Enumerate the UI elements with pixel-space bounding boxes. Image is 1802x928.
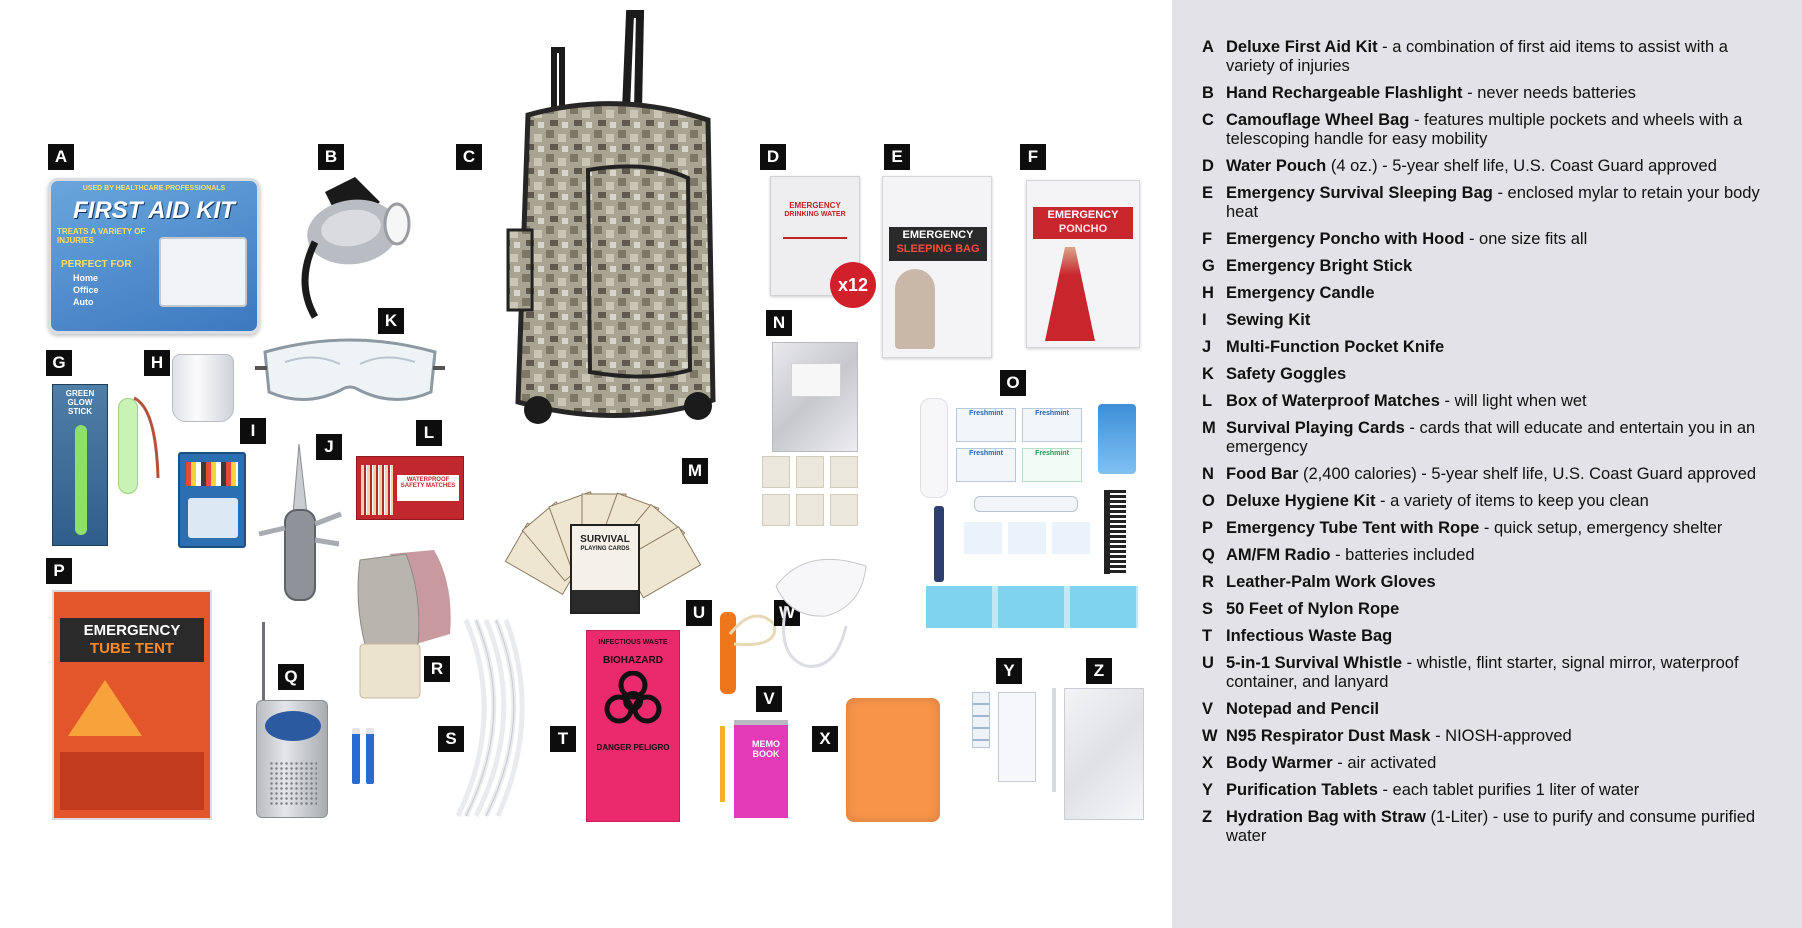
legend-item-i (1202, 311, 1802, 330)
legend-item-name: Leather-Palm Work Gloves (1226, 573, 1436, 591)
comb (1104, 490, 1126, 574)
cards-subtitle: PLAYING CARDS (580, 546, 630, 552)
legend-text (1226, 230, 1766, 249)
safety-goggles (255, 332, 445, 414)
legend-text (1226, 184, 1766, 222)
food-bar-piece (762, 456, 790, 488)
tag-y: Y (996, 658, 1022, 684)
legend-text (1226, 84, 1766, 103)
legend-text (1226, 754, 1766, 773)
food-bar-piece (796, 494, 824, 526)
tag-r: R (424, 656, 450, 682)
tag-a: A (48, 144, 74, 170)
legend-text (1226, 727, 1766, 746)
memo-text: MEMO BOOK (752, 739, 780, 759)
first-aid-contents (159, 237, 247, 307)
legend-text (1226, 365, 1766, 384)
legend-item-u (1202, 654, 1802, 692)
first-aid-office: Office (73, 285, 99, 295)
legend-letter: L (1202, 392, 1213, 410)
legend-item-w (1202, 727, 1802, 746)
tag-w: W (774, 600, 800, 626)
matches-text: WATERPROOF SAFETY MATCHES (400, 477, 456, 489)
tag-d: D (760, 144, 786, 170)
legend-item-name: Emergency Candle (1226, 284, 1375, 302)
legend-text (1226, 257, 1766, 276)
legend-letter: O (1202, 492, 1215, 510)
legend-item-name: Emergency Survival Sleeping Bag (1226, 184, 1493, 202)
first-aid-home: Home (73, 273, 99, 283)
food-bar-package (772, 342, 858, 452)
hygiene-bags (926, 586, 1138, 628)
tag-f: F (1020, 144, 1046, 170)
food-bar-piece (762, 494, 790, 526)
legend-item-description: - a combination of first aid items to assist with a variety of injuries (1226, 38, 1728, 75)
legend-item-name: AM/FM Radio (1226, 546, 1331, 564)
tube-tent-illustration (68, 680, 142, 736)
legend-letter: C (1202, 111, 1214, 129)
tag-v: V (756, 686, 782, 712)
legend-item-description: - whistle, flint starter, signal mirror, waterproof container, and lanyard (1226, 654, 1739, 691)
tag-n: N (766, 310, 792, 336)
legend-letter: J (1202, 338, 1212, 356)
legend-item-h (1202, 284, 1802, 303)
legend-item-description: (1-Liter) - use to purify and consume purified water (1226, 808, 1756, 845)
legend-item-description: - one size fits all (1464, 230, 1588, 248)
tag-m: M (682, 458, 708, 484)
water-pouch-line1: EMERGENCY (789, 201, 841, 210)
legend-letter: N (1202, 465, 1214, 483)
legend-item-a (1202, 38, 1802, 76)
legend-item-z (1202, 808, 1802, 846)
legend-letter: Y (1202, 781, 1214, 799)
legend-item-name: Hand Rechargeable Flashlight (1226, 84, 1463, 102)
tube-tent-line1: EMERGENCY (83, 622, 181, 639)
camouflage-wheel-bag (498, 10, 730, 450)
legend-letter: W (1202, 727, 1218, 745)
match-sticks (361, 465, 393, 515)
legend-letter: U (1202, 654, 1214, 672)
legend-item-name: Infectious Waste Bag (1226, 627, 1393, 645)
legend-item-name: 5-in-1 Survival Whistle (1226, 654, 1403, 672)
hand-flashlight (285, 172, 435, 324)
legend-letter: T (1202, 627, 1213, 645)
sleeping-bag-line1: EMERGENCY (902, 229, 974, 241)
pencil (720, 726, 725, 802)
legend-letter: Q (1202, 546, 1215, 564)
soap-packet: Freshmint (1022, 408, 1082, 442)
purification-tablet-strips (972, 692, 990, 748)
tag-h: H (144, 350, 170, 376)
sleeping-bag-line2: SLEEPING BAG (896, 243, 980, 255)
legend-text (1226, 111, 1766, 149)
battery (366, 728, 374, 784)
legend-item-q (1202, 546, 1802, 565)
legend-item-t (1202, 627, 1802, 646)
tag-o: O (1000, 370, 1026, 396)
emergency-sleeping-bag (882, 176, 992, 358)
playing-cards-box (570, 524, 640, 614)
legend-item-name: Emergency Poncho with Hood (1226, 230, 1465, 248)
legend-letter: R (1202, 573, 1214, 591)
legend-text (1226, 311, 1766, 330)
legend-item-name: Purification Tablets (1226, 781, 1378, 799)
water-pouch-line2: DRINKING WATER (784, 211, 846, 218)
legend-item-name: Deluxe Hygiene Kit (1226, 492, 1376, 510)
biohazard-word: BIOHAZARD (603, 655, 663, 666)
tag-b: B (318, 144, 344, 170)
tag-j: J (316, 434, 342, 460)
legend-item-name: 50 Feet of Nylon Rope (1226, 600, 1400, 618)
legend-item-name: Body Warmer (1226, 754, 1333, 772)
legend-item-name: Notepad and Pencil (1226, 700, 1380, 718)
tag-p: P (46, 558, 72, 584)
legend-item-name: Emergency Tube Tent with Rope (1226, 519, 1480, 537)
legend-letter: X (1202, 754, 1214, 772)
legend-letter: G (1202, 257, 1215, 275)
soap-packet: Freshmint (1022, 448, 1082, 482)
legend-item-name: Water Pouch (1226, 157, 1327, 175)
legend-text (1226, 700, 1766, 719)
tag-e: E (884, 144, 910, 170)
legend-letter: M (1202, 419, 1216, 437)
hygiene-towel (920, 398, 948, 498)
legend-text (1226, 519, 1766, 538)
legend-text (1226, 38, 1766, 76)
legend-item-description: (4 oz.) - 5-year shelf life, U.S. Coast Guard approved (1326, 157, 1717, 175)
tag-k: K (378, 308, 404, 334)
legend-item-name: Camouflage Wheel Bag (1226, 111, 1410, 129)
toothpaste (974, 496, 1078, 512)
tag-z: Z (1086, 658, 1112, 684)
legend-item-k (1202, 365, 1802, 384)
poncho-line2: PONCHO (1058, 223, 1108, 235)
tag-x: X (812, 726, 838, 752)
hydration-bag (1064, 688, 1144, 820)
food-bar-label (791, 363, 841, 397)
tissue-pack (1098, 404, 1136, 474)
legend-letter: P (1202, 519, 1214, 537)
legend-letter: I (1202, 311, 1207, 329)
tag-t: T (550, 726, 576, 752)
legend-item-g (1202, 257, 1802, 276)
legend-list (1202, 38, 1802, 846)
body-warmer (846, 698, 940, 822)
food-bar-piece (830, 494, 858, 526)
legend-letter: F (1202, 230, 1213, 248)
legend-item-m (1202, 419, 1802, 457)
first-aid-top-text: USED BY HEALTHCARE PROFESSIONALS (82, 185, 226, 192)
legend-letter: V (1202, 700, 1214, 718)
first-aid-auto: Auto (73, 297, 94, 307)
legend-item-y (1202, 781, 1802, 800)
poncho-figure (1045, 247, 1095, 341)
legend-panel (1172, 0, 1802, 928)
sewing-kit-buttons (188, 498, 238, 538)
emergency-candle (172, 354, 234, 422)
emergency-tube-tent (52, 590, 212, 820)
soap-packet: Freshmint (956, 448, 1016, 482)
legend-item-name: Safety Goggles (1226, 365, 1347, 383)
glow-stick-text: GREEN GLOW STICK (65, 389, 95, 416)
legend-letter: A (1202, 38, 1214, 56)
legend-text (1226, 284, 1766, 303)
legend-item-b (1202, 84, 1802, 103)
legend-item-s (1202, 600, 1802, 619)
hygiene-packets (956, 408, 1086, 484)
razor (934, 506, 944, 582)
legend-letter: Z (1202, 808, 1213, 826)
legend-item-p (1202, 519, 1802, 538)
legend-item-description: (2,400 calories) - 5-year shelf life, U.S. Coast Guard approved (1298, 465, 1757, 483)
legend-item-o (1202, 492, 1802, 511)
legend-item-description: - a variety of items to keep you clean (1375, 492, 1649, 510)
biohazard-top-text: INFECTIOUS WASTE (598, 639, 668, 646)
poncho-line1: EMERGENCY (1047, 209, 1119, 221)
food-bar-pieces (762, 456, 858, 528)
legend-item-name: Emergency Bright Stick (1226, 257, 1413, 275)
cards-title: SURVIVAL (580, 534, 630, 545)
legend-text (1226, 157, 1766, 176)
first-aid-kit (48, 178, 260, 334)
legend-item-description: - NIOSH-approved (1430, 727, 1572, 745)
legend-text (1226, 808, 1766, 846)
legend-text (1226, 600, 1766, 619)
legend-item-name: Hydration Bag with Straw (1226, 808, 1426, 826)
legend-item-description: - air activated (1332, 754, 1437, 772)
legend-item-description: - never needs batteries (1462, 84, 1636, 102)
sleeping-bag-person (895, 269, 935, 349)
wipe-packets (964, 522, 1090, 554)
legend-item-name: Multi-Function Pocket Knife (1226, 338, 1445, 356)
tag-u: U (686, 600, 712, 626)
legend-letter: K (1202, 365, 1214, 383)
biohazard-bottom-text: DANGER PELIGRO (596, 743, 670, 752)
legend-item-description: - each tablet purifies 1 liter of water (1377, 781, 1640, 799)
legend-item-d (1202, 157, 1802, 176)
purification-instructions (998, 692, 1036, 782)
legend-item-name: Deluxe First Aid Kit (1226, 38, 1378, 56)
radio-dial (265, 711, 321, 741)
legend-text (1226, 781, 1766, 800)
food-bar-piece (796, 456, 824, 488)
tube-tent-bottom (60, 752, 204, 810)
tube-tent-line2: TUBE TENT (89, 640, 175, 657)
sewing-kit-threads (186, 462, 238, 486)
glow-stick-lanyard (126, 388, 166, 488)
legend-item-name: N95 Respirator Dust Mask (1226, 727, 1431, 745)
water-count-badge: x12 (830, 262, 876, 308)
legend-text (1226, 419, 1766, 457)
legend-item-description: - batteries included (1330, 546, 1475, 564)
legend-text (1226, 465, 1766, 484)
legend-item-j (1202, 338, 1802, 357)
legend-item-e (1202, 184, 1802, 222)
first-aid-perfect-for: PERFECT FOR (61, 259, 132, 270)
memo-notepad (734, 720, 788, 818)
tag-i: I (240, 418, 266, 444)
sewing-kit (178, 452, 246, 548)
n95-dust-mask (766, 546, 876, 676)
first-aid-subtitle: TREATS A VARIETY OF INJURIES (57, 227, 146, 245)
legend-letter: E (1202, 184, 1214, 202)
glow-stick-package (52, 384, 108, 546)
biohazard-icon (603, 671, 663, 731)
legend-item-r (1202, 573, 1802, 592)
legend-item-description: - will light when wet (1439, 392, 1587, 410)
legend-text (1226, 338, 1766, 357)
legend-text (1226, 654, 1766, 692)
cards-box-bottom (572, 590, 638, 612)
legend-item-description: - enclosed mylar to retain your body heat (1226, 184, 1760, 221)
legend-text (1226, 492, 1766, 511)
radio-antenna (262, 622, 265, 702)
tag-g: G (46, 350, 72, 376)
legend-item-name: Food Bar (1226, 465, 1299, 483)
waterproof-matches (356, 456, 464, 520)
legend-letter: D (1202, 157, 1214, 175)
legend-item-name: Survival Playing Cards (1226, 419, 1405, 437)
legend-item-description: - features multiple pockets and wheels with a telescoping handle for easy mobility (1226, 111, 1743, 148)
legend-item-name: Box of Waterproof Matches (1226, 392, 1440, 410)
legend-item-name: Sewing Kit (1226, 311, 1311, 329)
first-aid-title: FIRST AID KIT (73, 197, 235, 224)
soap-packet: Freshmint (956, 408, 1016, 442)
legend-item-v (1202, 700, 1802, 719)
infectious-waste-bag (586, 630, 680, 822)
tag-s: S (438, 726, 464, 752)
legend-text (1226, 546, 1766, 565)
legend-item-description: - cards that will educate and entertain you in an emergency (1226, 419, 1756, 456)
pocket-knife (255, 444, 345, 604)
tag-l: L (416, 420, 442, 446)
legend-letter: B (1202, 84, 1214, 102)
radio-speaker (269, 761, 317, 805)
legend-text (1226, 627, 1766, 646)
emergency-poncho (1026, 180, 1140, 348)
legend-item-description: - quick setup, emergency shelter (1479, 519, 1723, 537)
tag-q: Q (278, 664, 304, 690)
legend-item-c (1202, 111, 1802, 149)
legend-item-l (1202, 392, 1802, 411)
glow-stick-inside (75, 425, 87, 535)
tag-c: C (456, 144, 482, 170)
legend-item-f (1202, 230, 1802, 249)
hydration-straw (1052, 688, 1056, 792)
legend-item-n (1202, 465, 1802, 484)
legend-text (1226, 573, 1766, 592)
battery (352, 728, 360, 784)
legend-text (1226, 392, 1766, 411)
legend-letter: S (1202, 600, 1214, 618)
legend-letter: H (1202, 284, 1214, 302)
nylon-rope (446, 616, 546, 826)
legend-item-x (1202, 754, 1802, 773)
food-bar-piece (830, 456, 858, 488)
am-fm-radio (256, 700, 328, 818)
